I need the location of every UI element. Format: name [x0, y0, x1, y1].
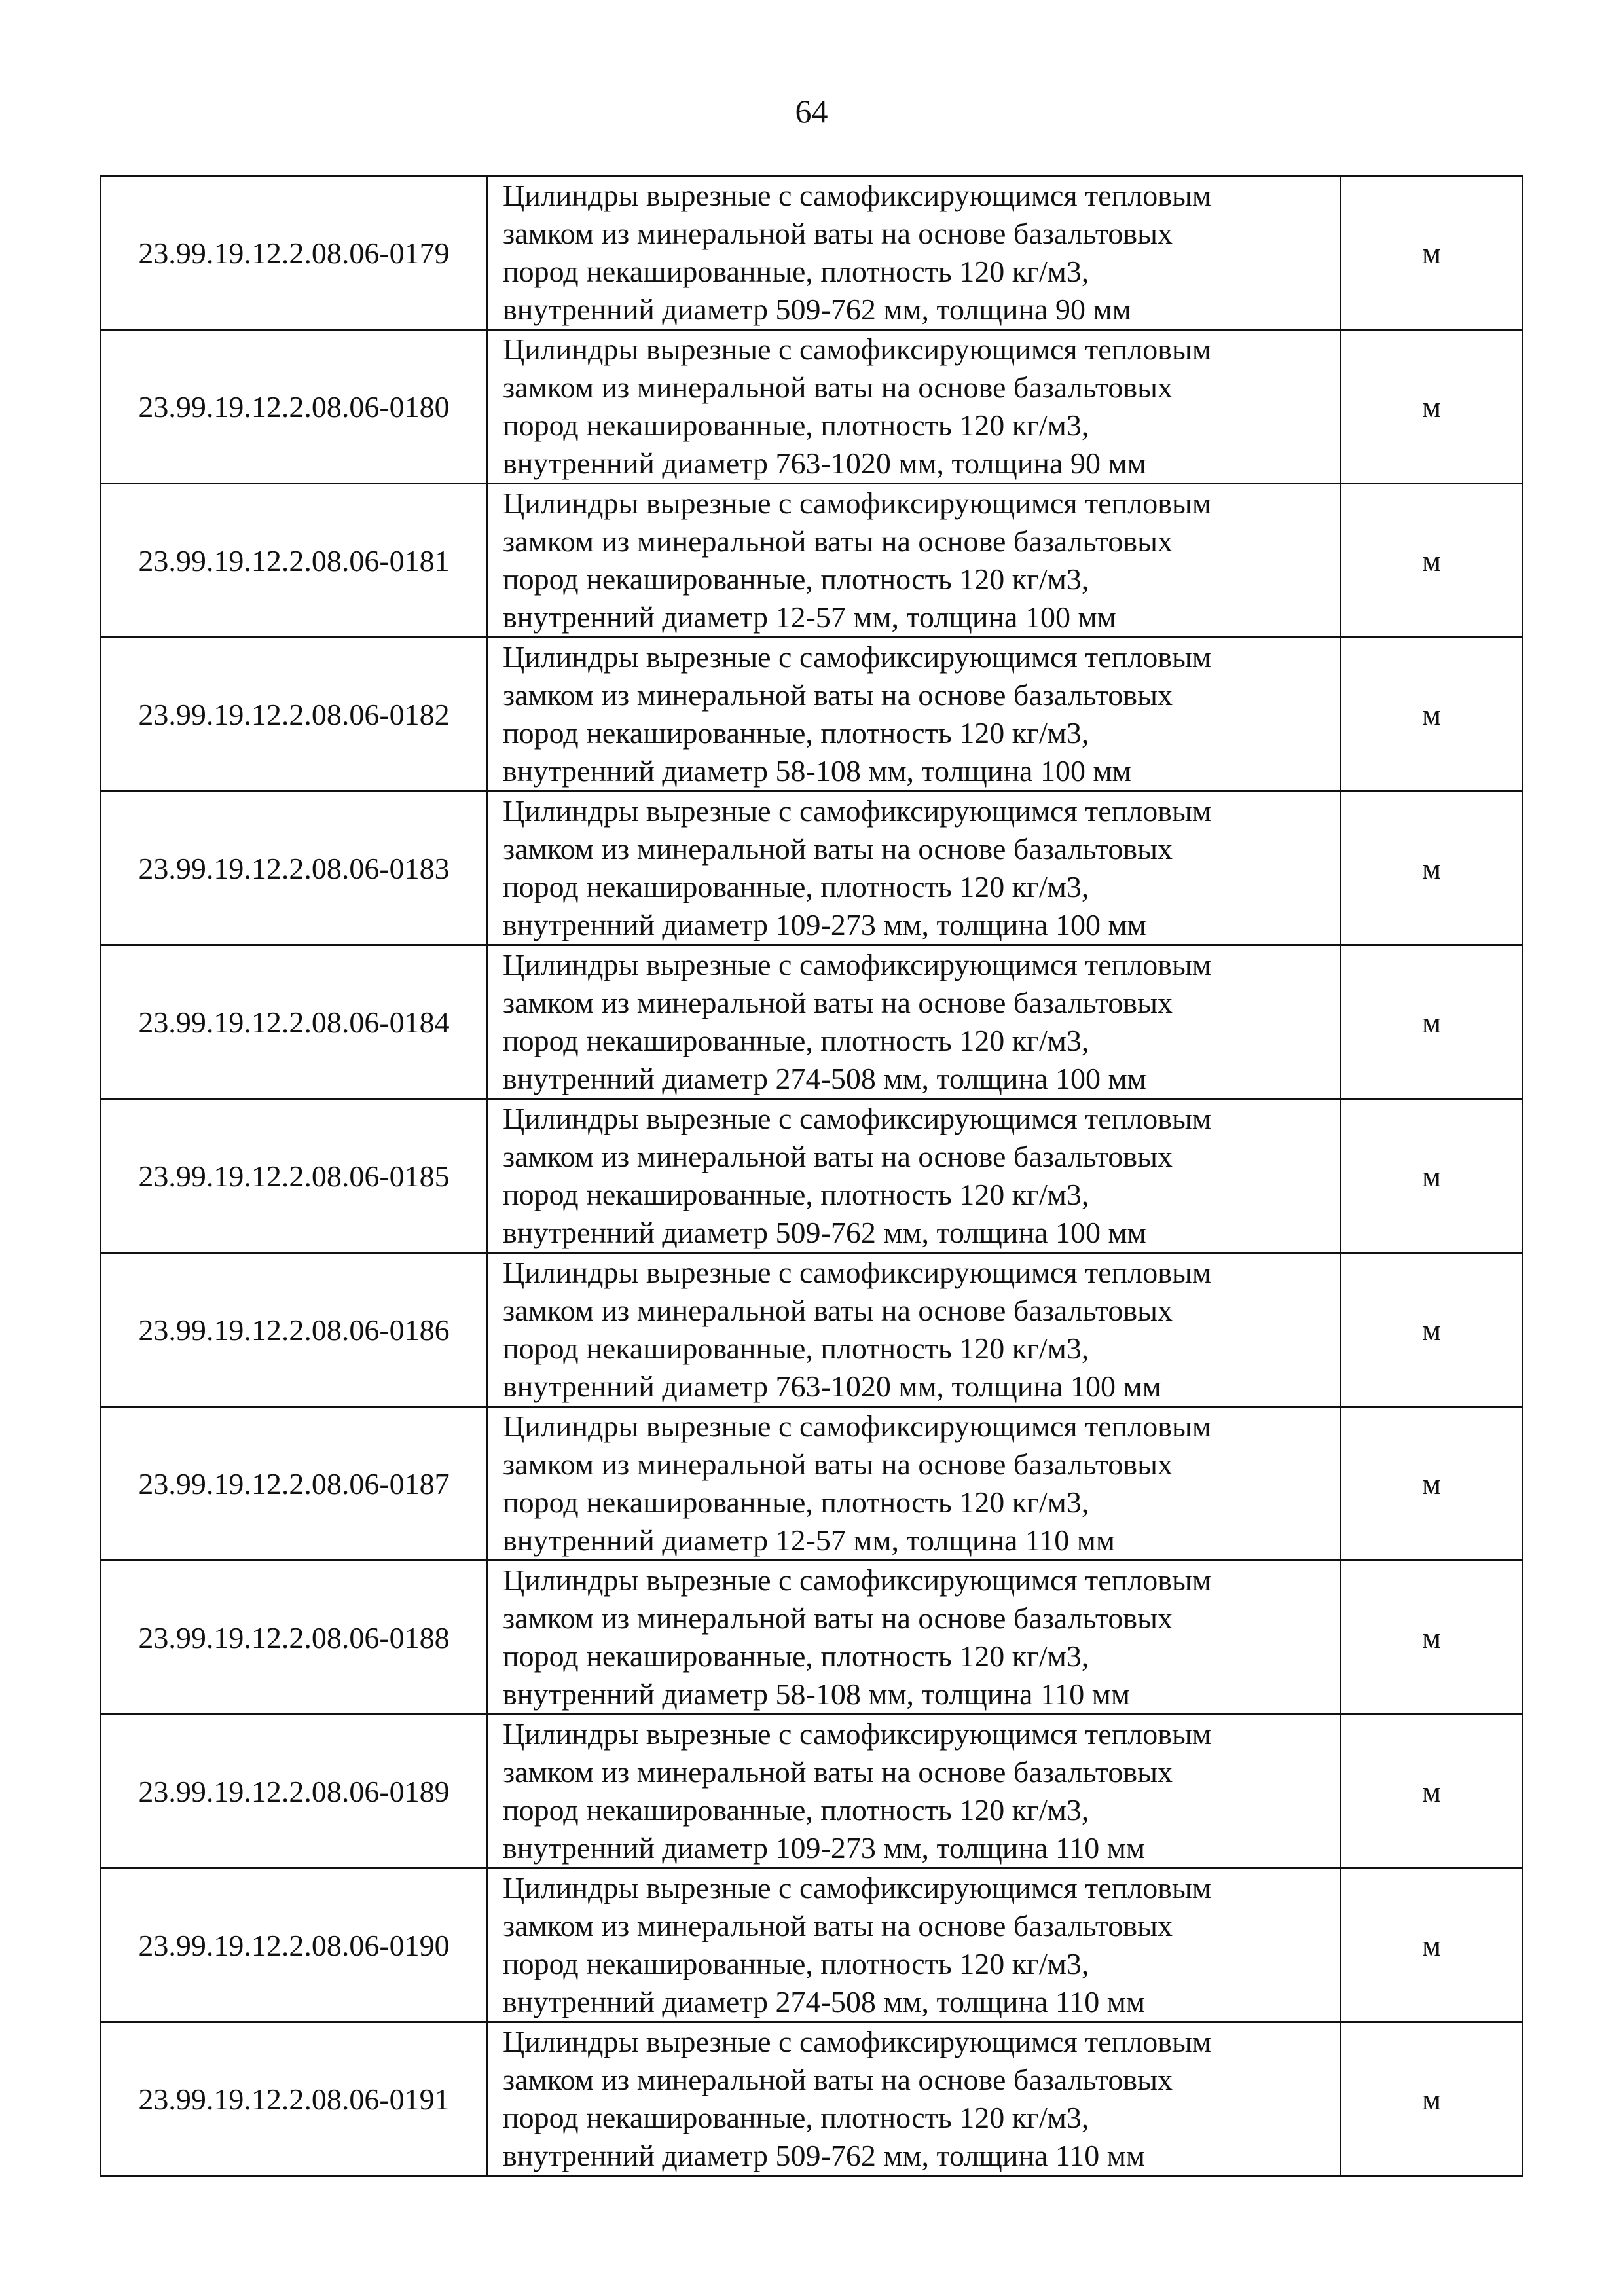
description-line: замком из минеральной ваты на основе базальтовых [503, 678, 1173, 712]
table-row [101, 1715, 1523, 1868]
row-description [488, 1099, 1341, 1253]
description-line: внутренний диаметр 274-508 мм, толщина 100 мм [503, 1062, 1146, 1095]
description-line: внутренний диаметр 58-108 мм, толщина 110 мм [503, 1677, 1130, 1711]
description-line: Цилиндры вырезные с самофиксирующимся тепловым [503, 333, 1211, 366]
description-line: пород некашированные, плотность 120 кг/м3, [503, 1024, 1089, 1057]
row-description [488, 638, 1341, 792]
row-code: 23.99.19.12.2.08.06-0189 [101, 1715, 488, 1868]
table-row [101, 1561, 1523, 1715]
row-unit: м [1341, 330, 1523, 484]
table-row [101, 330, 1523, 484]
description-line: внутренний диаметр 12-57 мм, толщина 110 мм [503, 1523, 1115, 1557]
row-description [488, 1407, 1341, 1561]
description-line: замком из минеральной ваты на основе базальтовых [503, 217, 1173, 250]
row-code: 23.99.19.12.2.08.06-0179 [101, 176, 488, 330]
description-line: пород некашированные, плотность 120 кг/м3, [503, 562, 1089, 596]
table-row [101, 1868, 1523, 2022]
row-description [488, 330, 1341, 484]
description-line: замком из минеральной ваты на основе базальтовых [503, 832, 1173, 866]
row-code: 23.99.19.12.2.08.06-0183 [101, 792, 488, 945]
description-line: замком из минеральной ваты на основе базальтовых [503, 1601, 1173, 1635]
description-line: пород некашированные, плотность 120 кг/м3, [503, 716, 1089, 750]
description-line: Цилиндры вырезные с самофиксирующимся тепловым [503, 2025, 1211, 2058]
row-unit: м [1341, 176, 1523, 330]
row-code: 23.99.19.12.2.08.06-0184 [101, 945, 488, 1099]
row-code: 23.99.19.12.2.08.06-0191 [101, 2022, 488, 2176]
description-line: пород некашированные, плотность 120 кг/м3, [503, 2101, 1089, 2134]
description-line: замком из минеральной ваты на основе базальтовых [503, 524, 1173, 558]
row-code: 23.99.19.12.2.08.06-0186 [101, 1253, 488, 1407]
table-row [101, 2022, 1523, 2176]
description-line: внутренний диаметр 109-273 мм, толщина 110 мм [503, 1831, 1145, 1865]
description-line: пород некашированные, плотность 120 кг/м3, [503, 870, 1089, 903]
description-line: пород некашированные, плотность 120 кг/м3, [503, 1178, 1089, 1211]
table-row [101, 638, 1523, 792]
table-row [101, 176, 1523, 330]
description-line: внутренний диаметр 509-762 мм, толщина 110 мм [503, 2139, 1145, 2172]
row-unit: м [1341, 638, 1523, 792]
table-row [101, 1253, 1523, 1407]
description-line: Цилиндры вырезные с самофиксирующимся тепловым [503, 1717, 1211, 1751]
row-description [488, 945, 1341, 1099]
row-unit: м [1341, 1099, 1523, 1253]
description-line: замком из минеральной ваты на основе базальтовых [503, 1140, 1173, 1173]
description-line: Цилиндры вырезные с самофиксирующимся тепловым [503, 1871, 1211, 1904]
row-code: 23.99.19.12.2.08.06-0181 [101, 484, 488, 638]
table-row [101, 1407, 1523, 1561]
description-line: пород некашированные, плотность 120 кг/м3, [503, 409, 1089, 442]
table-row [101, 945, 1523, 1099]
row-unit: м [1341, 945, 1523, 1099]
description-line: пород некашированные, плотность 120 кг/м3, [503, 1332, 1089, 1365]
description-line: замком из минеральной ваты на основе базальтовых [503, 1448, 1173, 1481]
page-number: 64 [795, 93, 828, 130]
description-line: пород некашированные, плотность 120 кг/м3, [503, 1485, 1089, 1519]
description-line: внутренний диаметр 58-108 мм, толщина 100 мм [503, 754, 1131, 788]
row-description [488, 1561, 1341, 1715]
row-code: 23.99.19.12.2.08.06-0182 [101, 638, 488, 792]
row-unit: м [1341, 2022, 1523, 2176]
description-line: Цилиндры вырезные с самофиксирующимся тепловым [503, 1563, 1211, 1597]
description-line: Цилиндры вырезные с самофиксирующимся тепловым [503, 1410, 1211, 1443]
description-line: внутренний диаметр 509-762 мм, толщина 100 мм [503, 1216, 1146, 1249]
description-line: пород некашированные, плотность 120 кг/м3, [503, 1947, 1089, 1980]
description-line: Цилиндры вырезные с самофиксирующимся тепловым [503, 179, 1211, 212]
table-row [101, 484, 1523, 638]
row-description [488, 792, 1341, 945]
description-line: замком из минеральной ваты на основе базальтовых [503, 371, 1173, 404]
description-line: внутренний диаметр 509-762 мм, толщина 90 мм [503, 293, 1131, 326]
row-code: 23.99.19.12.2.08.06-0188 [101, 1561, 488, 1715]
description-line: Цилиндры вырезные с самофиксирующимся тепловым [503, 1256, 1211, 1289]
row-description [488, 1715, 1341, 1868]
resource-table [100, 175, 1523, 2177]
description-line: внутренний диаметр 109-273 мм, толщина 100 мм [503, 908, 1146, 941]
description-line: замком из минеральной ваты на основе базальтовых [503, 1294, 1173, 1327]
row-description [488, 2022, 1341, 2176]
resource-table-body [101, 176, 1523, 2176]
row-code: 23.99.19.12.2.08.06-0190 [101, 1868, 488, 2022]
description-line: Цилиндры вырезные с самофиксирующимся тепловым [503, 1102, 1211, 1135]
row-code: 23.99.19.12.2.08.06-0185 [101, 1099, 488, 1253]
table-row [101, 1099, 1523, 1253]
row-code: 23.99.19.12.2.08.06-0187 [101, 1407, 488, 1561]
row-unit: м [1341, 1253, 1523, 1407]
description-line: Цилиндры вырезные с самофиксирующимся тепловым [503, 640, 1211, 674]
description-line: Цилиндры вырезные с самофиксирующимся тепловым [503, 794, 1211, 828]
description-line: замком из минеральной ваты на основе базальтовых [503, 986, 1173, 1019]
row-unit: м [1341, 1868, 1523, 2022]
description-line: внутренний диаметр 12-57 мм, толщина 100 мм [503, 600, 1116, 634]
description-line: замком из минеральной ваты на основе базальтовых [503, 1909, 1173, 1942]
row-unit: м [1341, 1715, 1523, 1868]
description-line: внутренний диаметр 763-1020 мм, толщина 90 мм [503, 446, 1146, 480]
row-description [488, 176, 1341, 330]
description-line: пород некашированные, плотность 120 кг/м3, [503, 255, 1089, 288]
description-line: внутренний диаметр 274-508 мм, толщина 110 мм [503, 1985, 1145, 2018]
row-description [488, 484, 1341, 638]
row-description [488, 1868, 1341, 2022]
row-unit: м [1341, 1561, 1523, 1715]
description-line: Цилиндры вырезные с самофиксирующимся тепловым [503, 948, 1211, 981]
row-code: 23.99.19.12.2.08.06-0180 [101, 330, 488, 484]
description-line: внутренний диаметр 763-1020 мм, толщина 100 мм [503, 1370, 1161, 1403]
description-line: замком из минеральной ваты на основе базальтовых [503, 1755, 1173, 1789]
table-row [101, 792, 1523, 945]
row-unit: м [1341, 792, 1523, 945]
description-line: Цилиндры вырезные с самофиксирующимся тепловым [503, 486, 1211, 520]
description-line: пород некашированные, плотность 120 кг/м3, [503, 1793, 1089, 1827]
row-unit: м [1341, 484, 1523, 638]
row-unit: м [1341, 1407, 1523, 1561]
description-line: пород некашированные, плотность 120 кг/м3, [503, 1639, 1089, 1673]
row-description [488, 1253, 1341, 1407]
description-line: замком из минеральной ваты на основе базальтовых [503, 2063, 1173, 2096]
